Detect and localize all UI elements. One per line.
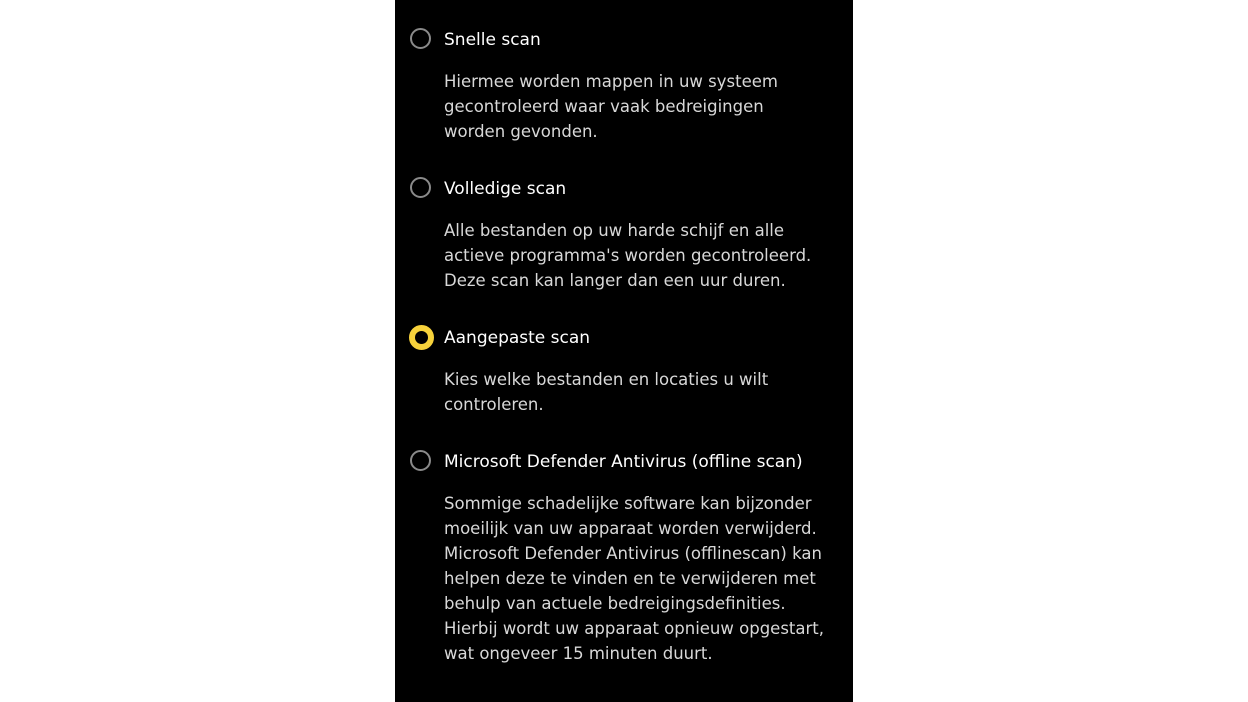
option-label-offline-scan[interactable]: Microsoft Defender Antivirus (offline scan) <box>444 452 803 472</box>
radio-custom-scan[interactable] <box>409 325 434 350</box>
option-description-full-scan: Alle bestanden op uw harde schijf en alle actieve programma's worden gecontroleerd. Deze scan kan langer dan een uur duren. <box>444 221 812 290</box>
option-label-custom-scan[interactable]: Aangepaste scan <box>444 328 591 348</box>
scan-options-panel <box>395 0 853 702</box>
radio-offline-scan[interactable] <box>410 450 431 471</box>
radio-full-scan[interactable] <box>410 177 431 198</box>
option-description-quick-scan: Hiermee worden mappen in uw systeem gecontroleerd waar vaak bedreigingen worden gevonden. <box>444 72 778 141</box>
option-label-full-scan[interactable]: Volledige scan <box>444 179 567 199</box>
option-description-offline-scan: Sommige schadelijke software kan bijzonder moeilijk van uw apparaat worden verwijderd. Microsoft Defender Antivirus (offlinescan) kan helpen deze te vinden en te verwijderen met behulp van actuele bedreigingsdefinities. Hierbij wordt uw apparaat opnieuw opgestart, wat ongeveer 15 minuten duurt. <box>444 494 824 663</box>
option-label-quick-scan[interactable]: Snelle scan <box>444 30 541 50</box>
radio-quick-scan[interactable] <box>410 28 431 49</box>
option-description-custom-scan: Kies welke bestanden en locaties u wilt controleren. <box>444 370 769 414</box>
